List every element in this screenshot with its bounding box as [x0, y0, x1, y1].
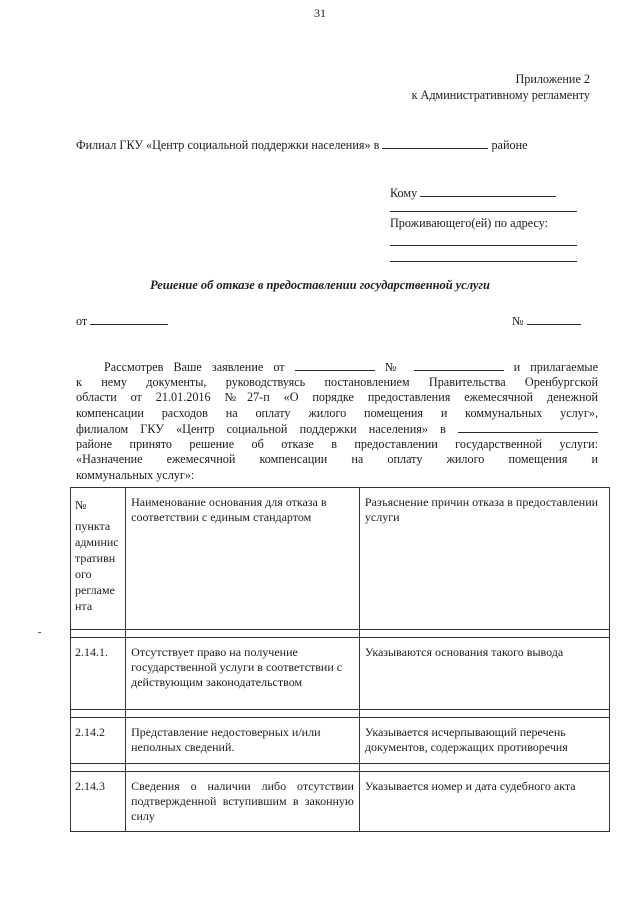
table-row: [71, 772, 610, 832]
row-reason: Отсутствует право на получение государственной услуги в соответствии с действующим законодательством: [126, 638, 360, 710]
row-reason: Сведения о наличии либо отсутствии подтвержденной вступившим в законную силу: [126, 772, 360, 832]
address-blank-2: [390, 261, 577, 262]
row-explanation: Указываются основания такого вывода: [359, 638, 609, 710]
body-line-1: Рассмотрев Ваше заявление от № и прилагаемые: [104, 360, 599, 374]
body-paragraph: [76, 359, 598, 483]
table-row: [71, 718, 610, 764]
number-blank: [527, 313, 581, 325]
district-blank: [382, 137, 488, 149]
recipient-address-label: Проживающего(ей) по адресу:: [390, 216, 549, 230]
body-line-2: к нему документы, руководствуясь постановлением Правительства Оренбургской: [76, 374, 598, 389]
table-header-row: [71, 488, 610, 630]
body-line-7: «Назначение ежемесячной компенсации на оплату жилого помещения и: [76, 452, 598, 466]
recipient-to-label: Кому: [390, 186, 418, 200]
table-gap: [71, 630, 610, 638]
date-line: [76, 313, 168, 329]
branch-suffix: районе: [491, 138, 528, 152]
header-cell-explanation: Разъяснение причин отказа в предоставлении услуги: [359, 488, 609, 630]
row-reason: Представление недостоверных и/или неполных сведений.: [126, 718, 360, 764]
body-line-4: компенсации расходов на оплату жилого помещения и коммунальных услуг»,: [76, 405, 598, 420]
branch-line: [76, 137, 528, 153]
branch-prefix: Филиал ГКУ «Центр социальной поддержки населения» в: [76, 138, 380, 152]
body-line-8: коммунальных услуг»:: [76, 467, 195, 482]
refusal-table: [70, 487, 610, 842]
header-cell-reason: Наименование основания для отказа в соответствии с единым стандартом: [126, 488, 360, 630]
annex-title: Приложение 2: [515, 72, 590, 86]
recipient-name-blank: [420, 185, 556, 197]
annex-subtitle: к Административному регламенту: [411, 88, 590, 102]
table-gap: [71, 710, 610, 718]
row-number: 2.14.3: [71, 772, 126, 832]
number-line: [512, 313, 581, 329]
document-title: Решение об отказе в предоставлении государственной услуги: [150, 278, 490, 292]
row-number: 2.14.1.: [71, 638, 126, 710]
recipient-name-blank-2: [390, 211, 577, 212]
row-explanation: Указывается исчерпывающий перечень документов, содержащих противоречия: [359, 718, 609, 764]
page-number: 31: [314, 6, 326, 20]
body-line-3: области от 21.01.2016 №27-п «О порядке предоставления ежемесячной денежной: [76, 390, 598, 404]
header-cell-number: № пункта админис тративн ого регламе нта: [71, 488, 126, 630]
table-gap: [71, 764, 610, 772]
date-from-label: от: [76, 314, 88, 328]
recipient-to: [390, 185, 556, 201]
table-row: [71, 638, 610, 710]
number-label: №: [512, 314, 524, 328]
body-line-6: районе принято решение об отказе в предоставлении государственной услуги:: [76, 436, 598, 451]
address-blank-1: [390, 245, 577, 246]
row-explanation: Указывается номер и дата судебного акта: [359, 772, 609, 832]
margin-mark: [38, 632, 41, 633]
date-blank: [90, 313, 168, 325]
body-line-5: филиалом ГКУ «Центр социальной поддержки населения» в: [76, 421, 598, 437]
row-number: 2.14.2: [71, 718, 126, 764]
